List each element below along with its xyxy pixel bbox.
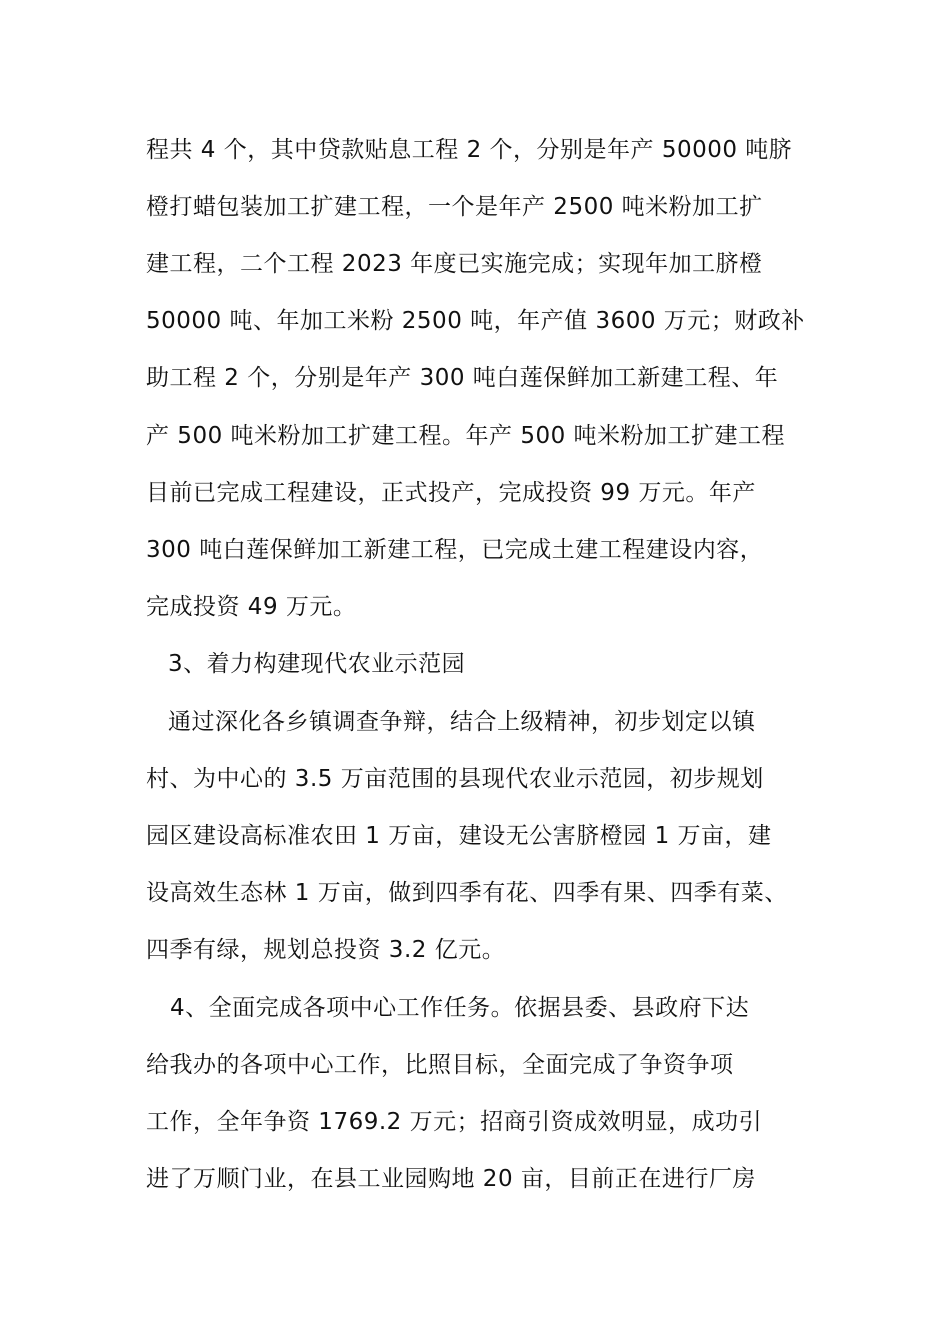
text-line: 300 吨白莲保鲜加工新建工程，已完成土建工程建设内容， [146,537,764,563]
text-line: 园区建设高标准农田 1 万亩，建设无公害脐橙园 1 万亩，建 [146,823,772,849]
text-line: 程共 4 个，其中贷款贴息工程 2 个，分别是年产 50000 吨脐 [146,137,793,163]
text-line: 产 500 吨米粉加工扩建工程。年产 500 吨米粉加工扩建工程 [146,423,786,449]
section-heading: 3、着力构建现代农业示范园 [168,651,466,677]
text-line: 通过深化各乡镇调查争辩，结合上级精神，初步划定以镇 [168,709,756,735]
text-line: 橙打蜡包装加工扩建工程，一个是年产 2500 吨米粉加工扩 [146,194,763,220]
text-line: 设高效生态林 1 万亩，做到四季有花、四季有果、四季有菜、 [146,880,788,906]
text-line: 50000 吨、年加工米粉 2500 吨，年产值 3600 万元；财政补 [146,308,805,334]
text-line: 建工程，二个工程 2023 年度已实施完成；实现年加工脐橙 [146,251,763,277]
text-line: 助工程 2 个，分别是年产 300 吨白莲保鲜加工新建工程、年 [146,365,779,391]
text-line: 村、为中心的 3.5 万亩范围的县现代农业示范园，初步规划 [146,766,764,792]
text-line: 工作，全年争资 1769.2 万元；招商引资成效明显，成功引 [146,1109,763,1135]
text-line: 进了万顺门业，在县工业园购地 20 亩，目前正在进行厂房 [146,1166,756,1192]
text-line: 完成投资 49 万元。 [146,594,357,620]
text-line: 四季有绿，规划总投资 3.2 亿元。 [146,937,506,963]
section-heading: 4、全面完成各项中心工作任务。依据县委、县政府下达 [170,995,750,1021]
text-line: 给我办的各项中心工作，比照目标，全面完成了争资争项 [146,1052,734,1078]
text-line: 目前已完成工程建设，正式投产，完成投资 99 万元。年产 [146,480,756,506]
